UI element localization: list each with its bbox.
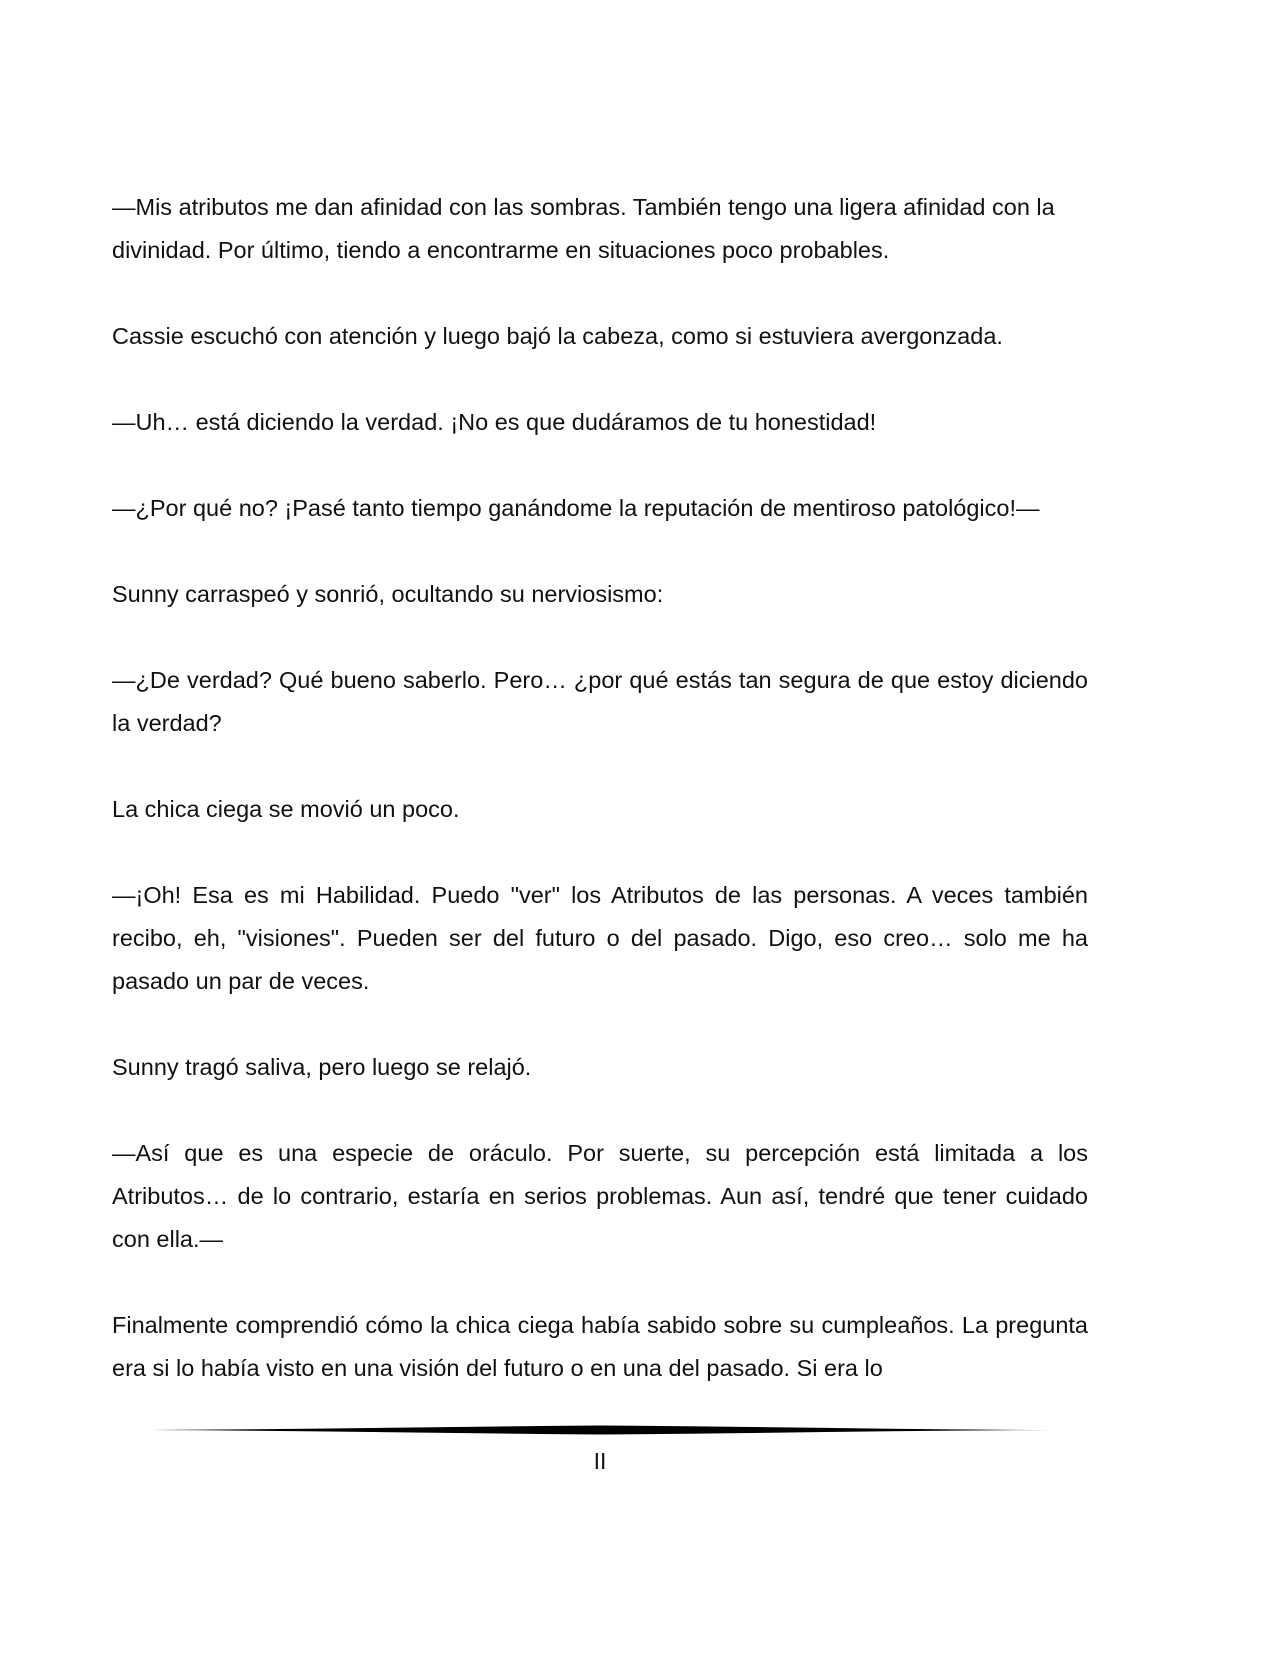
paragraph-9: Sunny tragó saliva, pero luego se relajó. (112, 1054, 532, 1080)
paragraph-3: —Uh… está diciendo la verdad. ¡No es que dudáramos de tu honestidad! (112, 409, 877, 435)
paragraph-8: —¡Oh! Esa es mi Habilidad. Puedo "ver" los Atributos de las personas. A veces también recibo, eh, "visiones". Pueden ser del futuro o del pasado. Digo, eso creo… solo me ha pasado un par de veces. (112, 882, 1088, 994)
paragraph-11: Finalmente comprendió cómo la chica ciega había sabido sobre su cumpleaños. La pregunta era si lo había visto en una visión del futuro o en una del pasado. Si era lo (112, 1312, 1088, 1381)
paragraph-6: —¿De verdad? Qué bueno saberlo. Pero… ¿por qué estás tan segura de que estoy diciendo la verdad? (112, 667, 1088, 736)
paragraph-2: Cassie escuchó con atención y luego bajó la cabeza, como si estuviera avergonzada. (112, 323, 1003, 349)
page-number: II (593, 1448, 607, 1474)
paragraph-10: —Así que es una especie de oráculo. Por suerte, su percepción está limitada a los Atributos… de lo contrario, estaría en serios problemas. Aun así, tendré que tener cuidado con ella.— (112, 1140, 1088, 1252)
paragraph-4: —¿Por qué no? ¡Pasé tanto tiempo ganándome la reputación de mentiroso patológico!— (112, 495, 1040, 521)
paragraph-5: Sunny carraspeó y sonrió, ocultando su nerviosismo: (112, 581, 664, 607)
paragraph-1: —Mis atributos me dan afinidad con las sombras. También tengo una ligera afinidad con la divinidad. Por último, tiendo a encontrarme en situaciones poco probables. (112, 194, 1055, 263)
body-text (112, 186, 1088, 1390)
footer-divider (150, 1424, 1050, 1436)
paragraph-7: La chica ciega se movió un poco. (112, 796, 460, 822)
